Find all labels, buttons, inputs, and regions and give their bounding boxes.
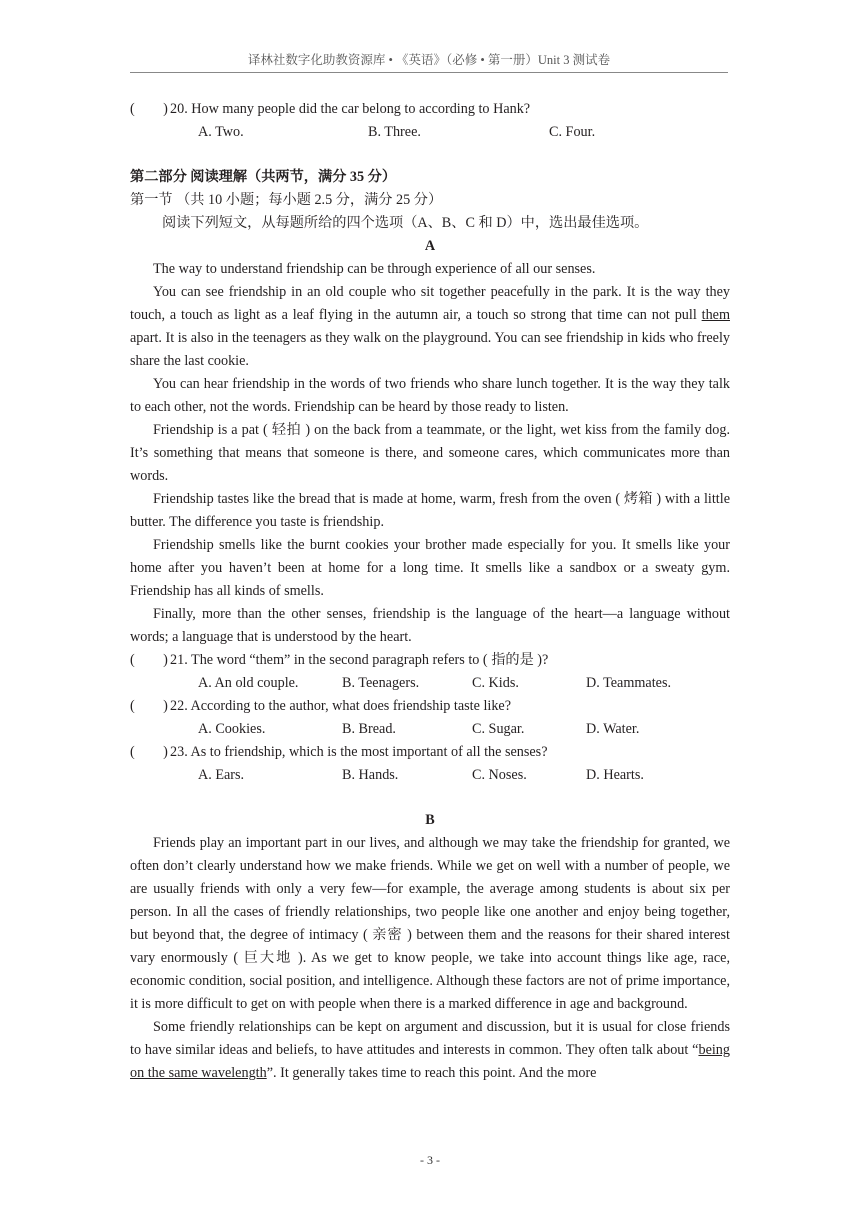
question-stem: 22. According to the author, what does friendship taste like? xyxy=(170,698,512,714)
part-two-title: 第二部分 阅读理解（共两节，满分 35 分） xyxy=(130,169,397,185)
option-b: B. Teenagers. xyxy=(342,675,420,691)
option-b: B. Hands. xyxy=(342,767,399,783)
instruction-text: 阅读下列短文，从每题所给的四个选项（A、B、C 和 D）中，选出最佳选项。 xyxy=(162,215,649,231)
option-c: C. Noses. xyxy=(472,767,527,783)
page-header: 译林社数字化助教资源库 • 《英语》（必修 • 第一册）Unit 3 测试卷 xyxy=(130,50,728,73)
question-23 xyxy=(130,741,730,764)
answer-blank[interactable]: ( ) xyxy=(130,744,168,760)
question-stem: 21. The word “them” in the second paragraph refers to ( 指的是 )? xyxy=(170,652,549,668)
option-a: A. Ears. xyxy=(198,767,245,783)
option-d: D. Teammates. xyxy=(586,675,672,691)
option-b: B. Bread. xyxy=(342,721,396,737)
passage-b-paragraph-1: Friends play an important part in our lives, and although we may take the friendship for granted, we often don’t clearly understand how we make friends. While we get on well with a number of people, we are usually friends with only a very few—for example, the average among students is about six per person. In all the cases of friendly relationships, two people like one another and enjoy being together, but beyond that, the degree of intimacy ( 亲密 ) between them and the reasons for their shared interest vary enormously ( 巨大地 ). As we get to know people, we take into account things like age, race, economic condition, social position, and intelligence. Although these factors are not of prime importance, it is more difficult to get on with people when there is a marked difference in age and background. xyxy=(130,835,730,1012)
passage-a-paragraph-3: You can hear friendship in the words of two friends who share lunch together. It is the way they talk to each other, not the words. Friendship can be heard by those ready to listen. xyxy=(130,376,730,415)
question-20-options xyxy=(130,121,730,144)
passage-a-paragraph-1: The way to understand friendship can be through experience of all our senses. xyxy=(153,261,596,277)
option-b: B. Three. xyxy=(368,124,421,140)
passage-a-paragraph-5: Friendship tastes like the bread that is made at home, warm, fresh from the oven ( 烤箱 ) with a little butter. The difference you taste is friendship. xyxy=(130,491,730,530)
passage-b-paragraph-2: Some friendly relationships can be kept on argument and discussion, but it is usual for close friends to have similar ideas and beliefs, to have attitudes and interests in common. They often talk about “being on the same wavelength”. It generally takes time to reach this point. And the more xyxy=(130,1019,730,1081)
passage-a-paragraph-4: Friendship is a pat ( 轻拍 ) on the back from a teammate, or the light, wet kiss from the family dog. It’s something that means that someone is there, and someone cares, which communicates more than words. xyxy=(130,422,730,484)
question-23-options xyxy=(130,764,730,787)
passage-a-paragraph-6: Friendship smells like the burnt cookies your brother made especially for you. It smells like your home after you haven’t been at home for a long time. It smells like a sandbox or a sweaty gym. Friendship has all kinds of smells. xyxy=(130,537,730,599)
passage-b-label: B xyxy=(425,812,435,828)
option-d: D. Hearts. xyxy=(586,767,644,783)
underlined-phrase: being on the same wavelength xyxy=(130,1042,730,1081)
answer-blank[interactable]: ( ) xyxy=(130,652,168,668)
option-c: C. Sugar. xyxy=(472,721,525,737)
passage-a-label: A xyxy=(424,238,436,254)
option-c: C. Kids. xyxy=(472,675,519,691)
section-one-title: 第一节 （共 10 小题；每小题 2.5 分，满分 25 分） xyxy=(130,192,443,208)
question-21-options xyxy=(130,672,730,695)
answer-blank[interactable]: ( ) xyxy=(130,698,168,714)
option-a: A. An old couple. xyxy=(198,675,299,691)
underlined-word: them xyxy=(701,307,730,323)
passage-a-paragraph-7: Finally, more than the other senses, friendship is the language of the heart—a language without words; a language that is understood by the heart. xyxy=(130,606,730,645)
page-content xyxy=(130,98,730,1085)
question-20 xyxy=(130,98,730,121)
question-22 xyxy=(130,695,730,718)
option-c: C. Four. xyxy=(549,124,596,140)
question-stem: 23. As to friendship, which is the most important of all the senses? xyxy=(170,744,548,760)
question-21 xyxy=(130,649,730,672)
question-22-options xyxy=(130,718,730,741)
page-number: - 3 - xyxy=(420,1153,440,1167)
passage-a-paragraph-2: You can see friendship in an old couple who sit together peacefully in the park. It is the way they touch, a touch as light as a leaf flying in the autumn air, a touch so strong that time can not pull them apart. It is also in the teenagers as they walk on the playground. You can see friendship in kids who freely share the last cookie. xyxy=(130,284,730,369)
question-stem: 20. How many people did the car belong to according to Hank? xyxy=(170,101,531,117)
option-a: A. Cookies. xyxy=(198,721,266,737)
option-a: A. Two. xyxy=(198,124,244,140)
option-d: D. Water. xyxy=(586,721,640,737)
answer-blank[interactable]: ( ) xyxy=(130,101,168,117)
